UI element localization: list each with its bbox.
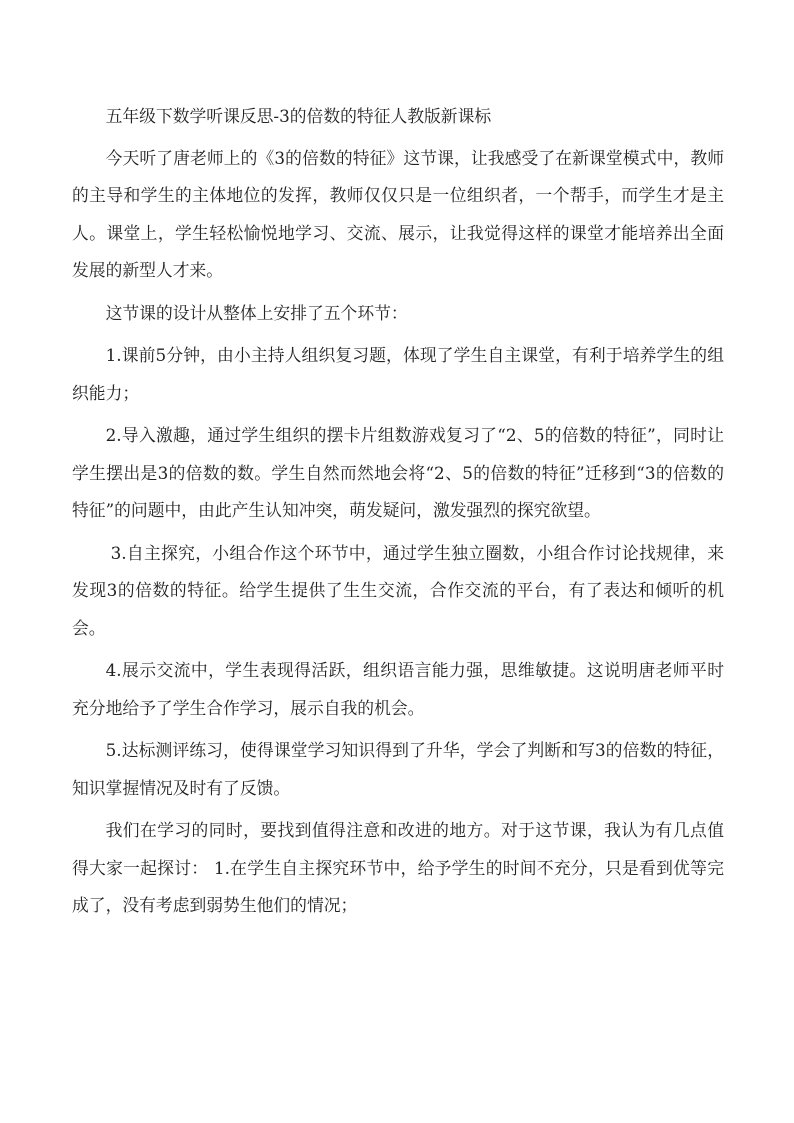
paragraph-step-5: 5.达标测评练习，使得课堂学习知识得到了升华，学会了判断和写3的倍数的特征，知识掌握情况及时有了反馈。	[72, 740, 724, 798]
document-body	[72, 98, 724, 930]
paragraph-step-4: 4.展示交流中，学生表现得活跃，组织语言能力强，思维敏捷。这说明唐老师平时充分地给予了学生合作学习，展示自我的机会。	[72, 660, 724, 718]
paragraph-overview: 这节课的设计从整体上安排了五个环节：	[105, 302, 408, 323]
paragraph-step-2: 2.导入激趣，通过学生组织的摆卡片组数游戏复习了“2、5的倍数的特征”，同时让学生摆出是3的倍数的数。学生自然而然地会将“2、5的倍数的特征”迁移到“3的倍数的特征”的问题中，由此产生认知冲突，萌发疑问，激发强烈的探究欲望。	[72, 425, 724, 520]
document-title: 五年级下数学听课反思-3的倍数的特征人教版新课标	[105, 106, 492, 126]
paragraph-improvements: 我们在学习的同时，要找到值得注意和改进的地方。对于这节课，我认为有几点值得大家一起探讨： 1.在学生自主探究环节中，给予学生的时间不充分，只是看到优等完成了，没有考虑到弱势生他们的情况；	[72, 820, 724, 915]
paragraph-intro: 今天听了唐老师上的《3的倍数的特征》这节课，让我感受了在新课堂模式中，教师的主导和学生的主体地位的发挥，教师仅仅只是一位组织者，一个帮手，而学生才是主人。课堂上，学生轻松愉悦地学习、交流、展示，让我觉得这样的课堂才能培养出全面发展的新型人才来。	[72, 147, 724, 280]
paragraph-step-3: 3.自主探究，小组合作这个环节中，通过学生独立圈数，小组合作讨论找规律，来发现3的倍数的特征。给学生提供了生生交流，合作交流的平台，有了表达和倾听的机会。	[72, 542, 724, 638]
paragraph-step-1: 1.课前5分钟，由小主持人组织复习题，体现了学生自主课堂，有利于培养学生的组织能力；	[72, 345, 724, 403]
